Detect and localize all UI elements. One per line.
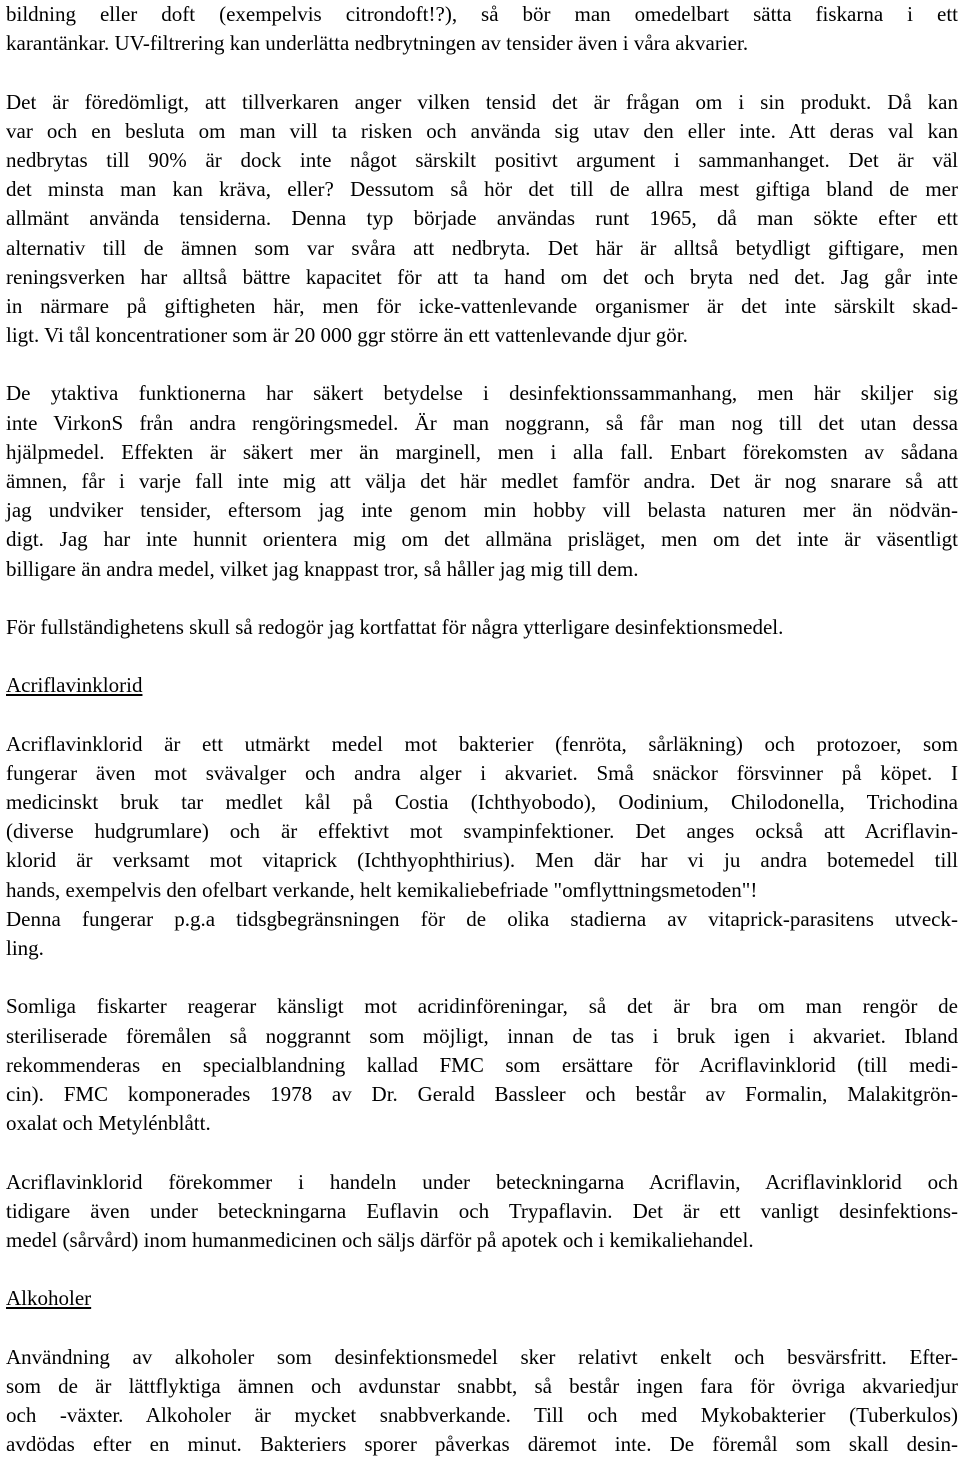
paragraph-acriflavin-usage bbox=[6, 730, 958, 964]
paragraph-acriflavin-sensitivity bbox=[6, 992, 958, 1138]
paragraph-gap bbox=[6, 1255, 958, 1284]
text-line: ämnen, får i varje fall inte mig att välja det här medlet famför andra. Det är nog snarare så att bbox=[6, 469, 958, 493]
paragraph-gap bbox=[6, 350, 958, 379]
text-line: hands, exempelvis den ofelbart verkande, helt kemikaliebefriade "omflyttningsmetoden"! bbox=[6, 877, 758, 902]
text-line: De ytaktiva funktionerna har säkert betydelse i desinfektionssammanhang, men här skiljer sig bbox=[6, 381, 958, 406]
text-line: ling. bbox=[6, 936, 44, 960]
text-line: För fullständighetens skull så redogör jag kortfattat för några ytterligare desinfektionsmedel. bbox=[6, 614, 784, 639]
text-line: och -växter. Alkoholer är mycket snabbverkande. Till och med Mykobakterier (Tuberkulos) bbox=[6, 1403, 958, 1427]
paragraph-intro-more-disinfectants bbox=[6, 613, 958, 642]
text-line: Det är föredömligt, att tillverkaren anger vilken tensid det är frågan om i sin produkt. Då kan bbox=[6, 89, 958, 114]
paragraph-gap bbox=[6, 1138, 958, 1167]
text-line: tidigare även under beteckningarna Euflavin och Trypaflavin. Det är ett vanligt desinfektions- bbox=[6, 1198, 958, 1223]
paragraph-acriflavin-trade-names bbox=[6, 1168, 958, 1256]
paragraph-gap bbox=[6, 1313, 958, 1342]
text-line: var och en besluta om man vill ta risken och använda sig utav den eller inte. Att deras val kan bbox=[6, 118, 958, 143]
text-line: som de är lättflyktiga ämnen och avdunstar snabbt, så består ingen fara för övriga akvariedjur bbox=[6, 1373, 958, 1398]
text-line: hjälpmedel. Effekten är säkert mer än marginell, men i alla fall. Enbart förekomsten av sådana bbox=[6, 439, 958, 464]
text-line: oxalat och Metylénblått. bbox=[6, 1111, 211, 1136]
text-line: in närmare på giftigheten här, men för icke-vattenlevande organismer är det inte särskilt skad- bbox=[6, 293, 958, 318]
text-line: steriliserade föremålen så noggrannt som möjligt, innan de tas i bruk igen i akvariet. Ibland bbox=[6, 1023, 958, 1048]
text-line: karantänkar. UV-filtrering kan underlätta nedbrytningen av tensider även i våra akvarier. bbox=[6, 31, 749, 56]
paragraph-gap bbox=[6, 58, 958, 87]
paragraph-gap bbox=[6, 963, 958, 992]
paragraph-surfactant-functions bbox=[6, 379, 958, 583]
section-heading-alkoholer: Alkoholer bbox=[6, 1286, 92, 1311]
text-line: medicinskt bruk tar medlet kål på Costia (Ichthyobodo), Oodinium, Chilodonella, Trichodina bbox=[6, 790, 958, 815]
text-line: billigare än andra medel, vilket jag knappast tror, så håller jag mig till dem. bbox=[6, 556, 639, 581]
paragraph-alcohol-usage bbox=[6, 1343, 958, 1459]
text-line: nedbrytas till 90% är dock inte något särskilt positivt argument i sammanhanget. Det är väl bbox=[6, 147, 958, 172]
text-line: (diverse hudgrumlare) och är effektivt mot svampinfektioner. Det anges också att Acriflavin- bbox=[6, 819, 958, 844]
paragraph-uv-filtering bbox=[6, 0, 958, 58]
text-line: klorid är verksamt mot vitaprick (Ichthyophthirius). Men där har vi ju andra botemedel till bbox=[6, 848, 958, 873]
text-line: Acriflavinklorid är ett utmärkt medel mot bakterier (fenröta, sårläkning) och protozoer, som bbox=[6, 731, 958, 756]
text-line: allmänt använda tensiderna. Denna typ började användas runt 1965, då man sökte efter ett bbox=[6, 206, 958, 231]
paragraph-gap bbox=[6, 642, 958, 671]
text-line: jag undviker tensider, eftersom jag inte genom min hobby vill belasta naturen mer än nödvän- bbox=[6, 498, 958, 523]
text-line: ligt. Vi tål koncentrationer som är 20 000 ggr större än ett vattenlevande djur gör. bbox=[6, 323, 688, 348]
text-line: Acriflavinklorid förekommer i handeln under beteckningarna Acriflavin, Acriflavinklorid och bbox=[6, 1169, 958, 1194]
text-line: Somliga fiskarter reagerar känsligt mot acridinföreningar, så det är bra om man rengör de bbox=[6, 994, 958, 1019]
text-line: Användning av alkoholer som desinfektionsmedel sker relativt enkelt och besvärsfritt. Efter- bbox=[6, 1344, 958, 1369]
text-line: fungerar även mot svävalger och andra alger i akvariet. Små snäckor försvinner på köpet. I bbox=[6, 760, 958, 785]
section-heading-acriflavinklorid: Acriflavinklorid bbox=[6, 673, 143, 698]
text-line: det minsta man kan kräva, eller? Dessutom så hör det till de allra mest giftiga bland de mer bbox=[6, 177, 958, 202]
text-line: inte VirkonS från andra rengöringsmedel. Är man noggrann, så får man nog till det utan dessa bbox=[6, 410, 958, 435]
text-line: alternativ till de ämnen som var svåra att nedbryta. Det här är alltså betydligt giftigare, men bbox=[6, 235, 958, 260]
document-page bbox=[6, 0, 958, 1459]
text-line: cin). FMC komponerades 1978 av Dr. Gerald Bassleer och består av Formalin, Malakitgrön- bbox=[6, 1081, 958, 1106]
text-line: avdödas efter en minut. Bakteriers sporer påverkas däremot inte. De föremål som skall desin- bbox=[6, 1432, 958, 1457]
text-line: bildning eller doft (exempelvis citrondoft!?), så bör man omedelbart sätta fiskarna i ett bbox=[6, 2, 958, 26]
paragraph-gap bbox=[6, 584, 958, 613]
text-line: medel (sårvård) inom humanmedicinen och säljs därför på apotek och i kemikaliehandel. bbox=[6, 1227, 754, 1252]
text-line: Denna fungerar p.g.a tidsgbegränsningen för de olika stadierna av vitaprick-parasitens utveck- bbox=[6, 906, 958, 931]
paragraph-tensid-info bbox=[6, 88, 958, 351]
text-line: reningsverken har alltså bättre kapacitet för att ta hand om det och bryta ned det. Jag går inte bbox=[6, 264, 958, 289]
text-line: rekommenderas en specialblandning kallad FMC som ersättare för Acriflavinklorid (till medi- bbox=[6, 1052, 958, 1077]
paragraph-gap bbox=[6, 701, 958, 730]
text-line: digt. Jag har inte hunnit orientera mig om det allmäna prisläget, men om det inte är väsentligt bbox=[6, 527, 958, 552]
